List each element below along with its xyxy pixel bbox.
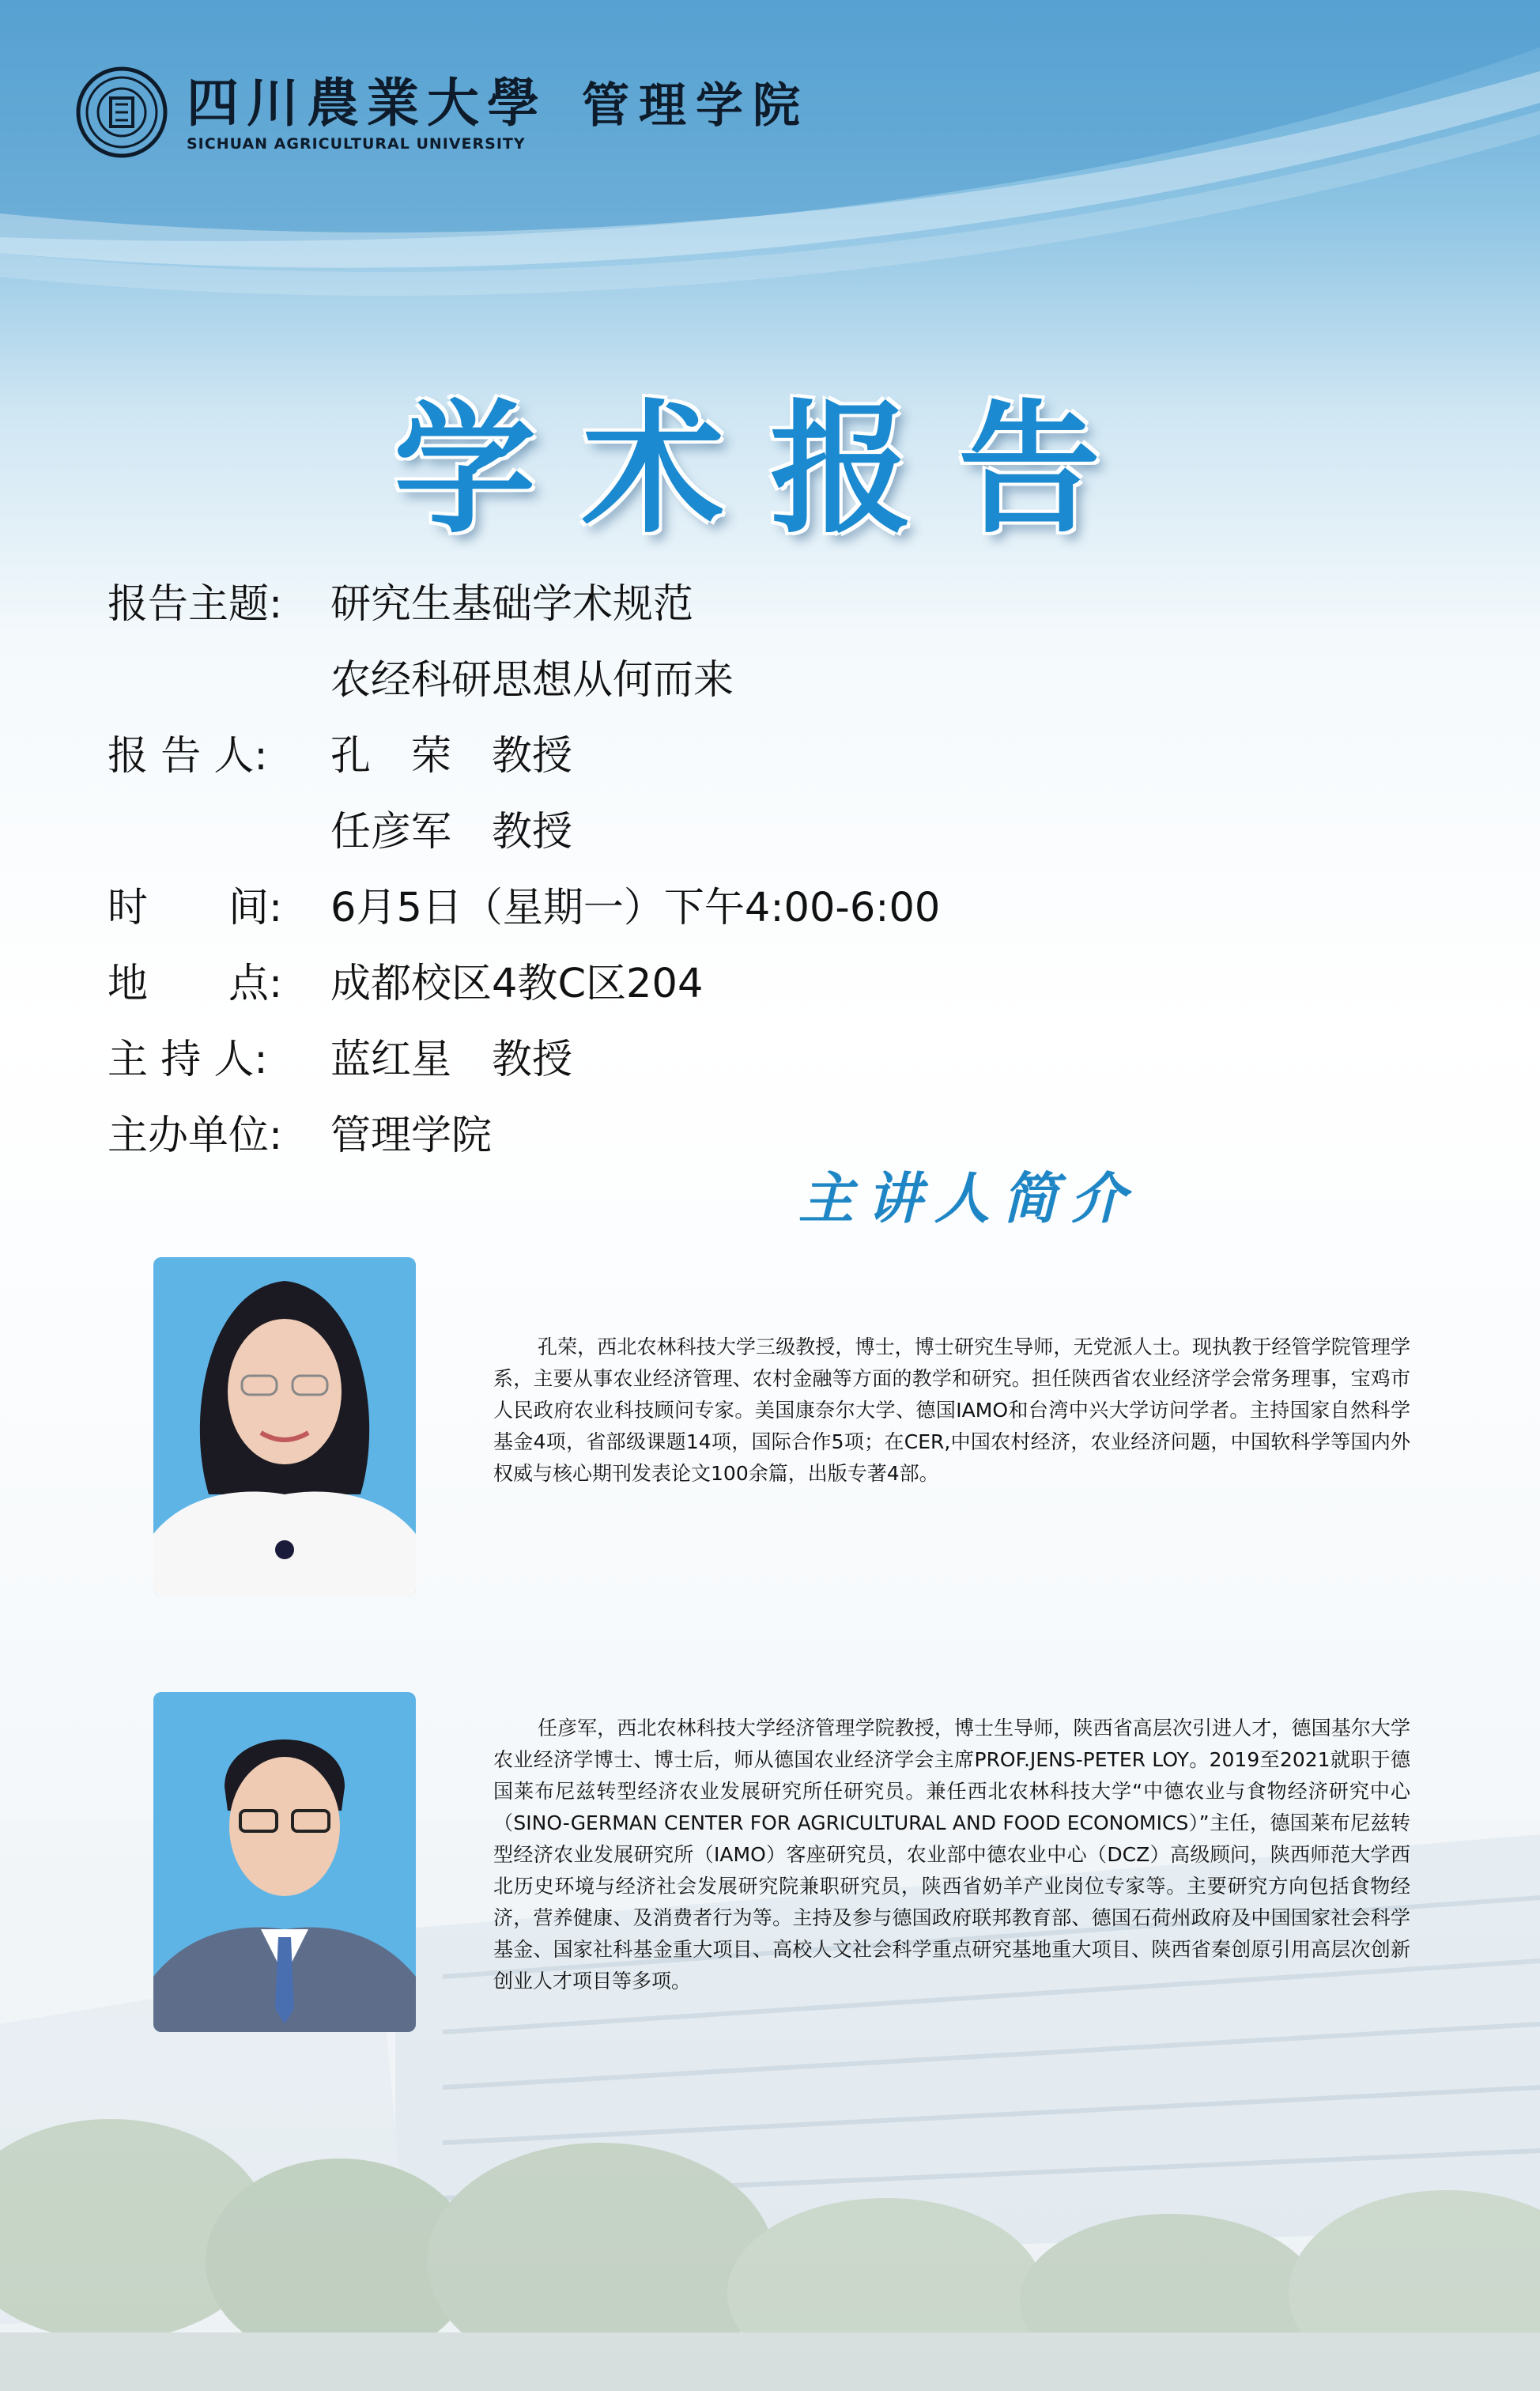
info-label: 报告主题:	[108, 581, 283, 628]
info-value: 6月5日（星期一）下午4:00-6:00	[330, 885, 941, 931]
info-value: 蓝红星 教授	[330, 1037, 573, 1083]
school-name: 管理学院	[582, 78, 810, 134]
header	[76, 57, 810, 168]
university-name-block	[187, 72, 547, 153]
speaker-photo-kong	[153, 1257, 416, 1597]
info-value: 任彦军 教授	[330, 809, 573, 856]
info-value: 成都校区4教C区204	[330, 961, 704, 1007]
poster-title: 学术报告	[393, 386, 1146, 553]
info-value: 农经科研思想从何而来	[330, 657, 734, 704]
info-label: 报 告 人:	[108, 733, 268, 780]
info-label: 主 持 人:	[108, 1037, 268, 1083]
speaker-photo-ren	[153, 1692, 416, 2032]
info-label: 地 点:	[108, 961, 283, 1007]
info-label: 主办单位:	[108, 1112, 283, 1159]
university-seal-icon	[76, 66, 168, 158]
university-name-cn: 四川農業大學	[187, 72, 547, 134]
info-value: 孔 荣 教授	[330, 733, 573, 780]
speaker-intro-heading: 主讲人简介	[798, 1165, 1138, 1231]
speaker-bio-kong: 孔荣，西北农林科技大学三级教授，博士，博士研究生导师，无党派人士。现执教于经管学院管理学系，主要从事农业经济管理、农村金融等方面的教学和研究。担任陕西省农业经济学会常务理事，宝鸡市人民政府农业科技顾问专家。美国康奈尔大学、德国IAMO和台湾中兴大学访问学者。主持国家自然科学基金4项，省部级课题14项，国际合作5项；在CER,中国农村经济，农业经济问题，中国软科学等国内外权威与核心期刊发表论文100余篇，出版专著4部。	[493, 1335, 1410, 1485]
info-label: 时 间:	[108, 885, 283, 931]
info-value: 研究生基础学术规范	[330, 581, 694, 628]
speaker-bio-ren: 任彦军，西北农林科技大学经济管理学院教授，博士生导师，陕西省高层次引进人才，德国基尔大学农业经济学博士、博士后，师从德国农业经济学会主席PROF.JENS-PETER LOY。2019至2021就职于德国莱布尼兹转型经济农业发展研究所任研究员。兼任西北农林科技大学“中德农业与食物经济研究中心（SINO-GERMAN CENTER FOR AGRICULTURAL AND FOOD ECONOMICS）”主任，德国莱布尼兹转型经济农业发展研究所（IAMO）客座研究员，农业部中德农业中心（DCZ）高级顾问，陕西师范大学西北历史环境与经济社会发展研究院兼职研究员，陕西省奶羊产业岗位专家等。主要研究方向包括食物经济，营养健康、及消费者行为等。主持及参与德国政府联邦教育部、德国石荷州政府及中国国家社会科学基金、国家社科基金重大项目、高校人文社会科学重点研究基地重大项目、陕西省秦创原引用高层次创新创业人才项目等多项。	[493, 1717, 1410, 1992]
info-value: 管理学院	[330, 1112, 493, 1159]
university-name-en: SICHUAN AGRICULTURAL UNIVERSITY	[187, 135, 526, 153]
